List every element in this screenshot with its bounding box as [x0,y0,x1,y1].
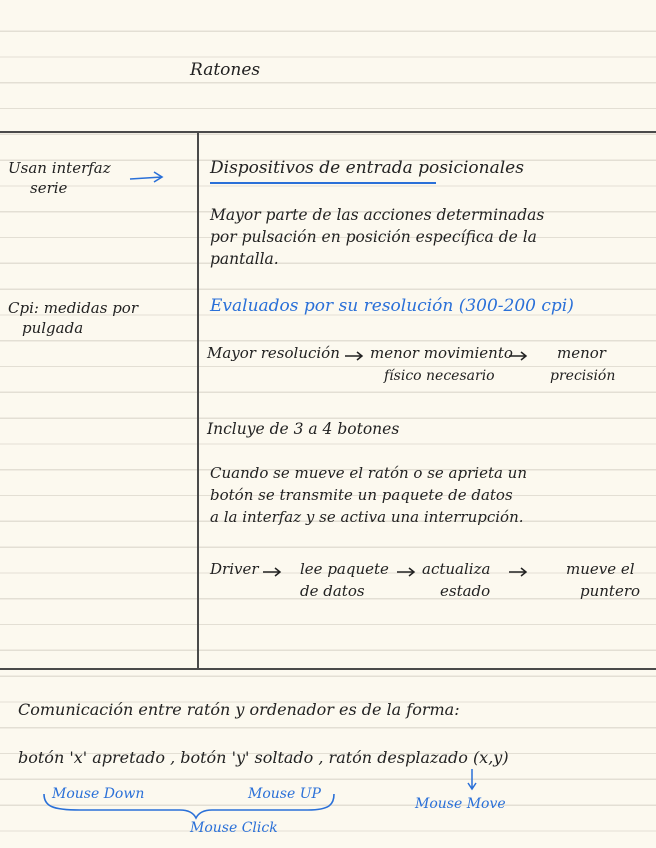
chain1-higher-resolution: Mayor resolución [207,344,340,362]
arrow-right-icon [396,566,418,578]
resolution-line: Evaluados por su resolución (300-200 cpi) [210,296,574,316]
chain2-pointer: puntero [580,582,641,600]
column-divider [197,131,199,669]
heading-positional-devices: Dispositivos de entrada posicionales [210,158,524,178]
label-mouse-click: Mouse Click [190,820,278,836]
label-mouse-up: Mouse UP [248,786,321,802]
chain2-of-data: de datos [300,582,365,600]
top-divider [0,131,656,133]
arrow-right-icon [508,566,530,578]
chain2-state: estado [440,582,491,600]
paragraph-actions: Mayor parte de las acciones determinadas por pulsación en posición específica de la pantalla. [210,206,545,268]
margin-note-interface: Usan interfaz serie [8,159,111,197]
margin-note-cpi: Cpi: medidas por pulgada [8,299,139,337]
chain1-physical-needed: físico necesario [384,368,495,384]
page-title: Ratones [190,60,261,80]
chain1-less-movement: menor movimiento [370,344,513,362]
arrow-right-icon [344,350,366,362]
heading-underline [210,182,436,184]
label-mouse-down: Mouse Down [52,786,145,802]
buttons-count-line: Incluye de 3 a 4 botones [207,420,400,438]
arrow-right-icon [128,169,168,185]
chain2-read-packet: lee paquete [300,560,389,578]
chain1-less: menor [557,344,606,362]
chain2-moves: mueve el [566,560,635,578]
arrow-right-icon [508,350,530,362]
arrow-down-icon [465,768,479,794]
arrow-right-icon [262,566,284,578]
chain2-update: actualiza [422,560,491,578]
chain1-precision: precisión [550,368,616,384]
label-mouse-move: Mouse Move [415,796,506,812]
paragraph-packet: Cuando se mueve el ratón o se aprieta un botón se transmite un paquete de datos a la interfaz y se activa una interrupción. [210,464,527,526]
events-line: botón 'x' apretado , botón 'y' soltado , ratón desplazado (x,y) [18,748,509,767]
chain2-driver: Driver [210,560,259,578]
communication-line: Comunicación entre ratón y ordenador es de la forma: [18,700,460,719]
bottom-divider [0,668,656,670]
brace-icon [40,790,340,820]
